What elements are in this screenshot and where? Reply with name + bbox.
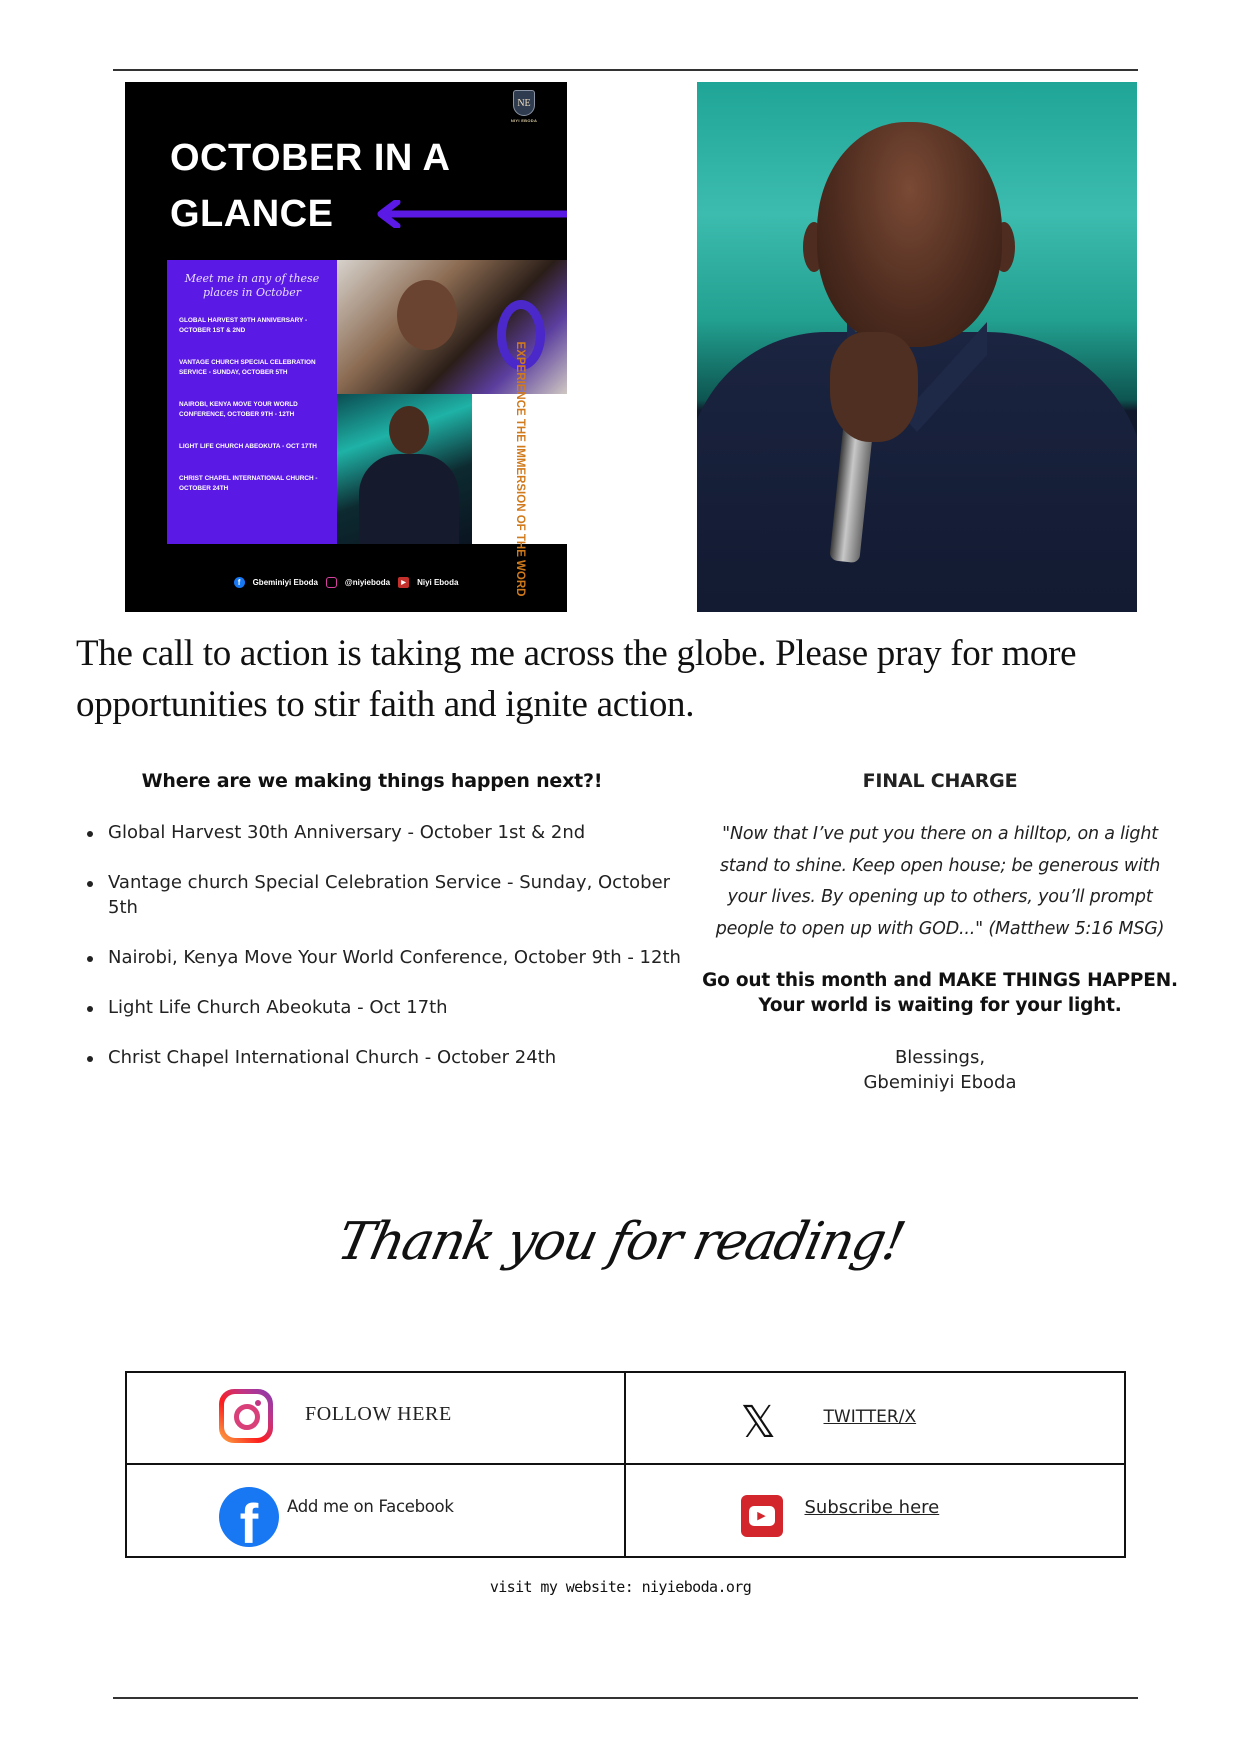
list-item: Christ Chapel International Church - October 24th	[82, 1045, 682, 1070]
list-item: Global Harvest 30th Anniversary - October 1st & 2nd	[82, 820, 682, 845]
praying-speaker-photo	[697, 82, 1137, 612]
final-charge-section	[700, 770, 1180, 1095]
website-link[interactable]: visit my website: niyieboda.org	[489, 1578, 752, 1596]
worshipper-face	[397, 280, 457, 350]
bottom-divider	[113, 1697, 1138, 1699]
headline-line-1: OCTOBER IN A	[170, 137, 451, 179]
poster-events-list	[179, 316, 337, 494]
social-links-table	[125, 1371, 1126, 1558]
x-logo-icon[interactable]: 𝕏	[740, 1397, 776, 1448]
youtube-cell[interactable]	[626, 1465, 1125, 1557]
list-item: Nairobi, Kenya Move Your World Conference, October 9th - 12th	[82, 945, 682, 970]
youtube-subscribe-link[interactable]: Subscribe here	[804, 1496, 940, 1518]
worship-photo	[337, 260, 567, 394]
top-divider	[113, 69, 1138, 71]
events-panel	[167, 260, 337, 544]
signoff-name: Gbeminiyi Eboda	[863, 1072, 1017, 1093]
signoff	[700, 1045, 1180, 1095]
upcoming-events-heading: Where are we making things happen next?!	[141, 770, 603, 792]
facebook-link[interactable]: Add me on Facebook	[287, 1496, 454, 1516]
logo-wordmark: NIYI EBODA	[510, 118, 538, 123]
head	[817, 122, 1002, 347]
intro-paragraph: The call to action is taking me across the globe. Please pray for more opportunities to stir faith and ignite action.	[76, 633, 1077, 725]
instagram-follow-link[interactable]: FOLLOW HERE	[305, 1403, 452, 1425]
script-tagline: Meet me in any of these places in October	[184, 272, 320, 299]
list-item: Light Life Church Abeokuta - Oct 17th	[82, 995, 682, 1020]
hand	[830, 332, 918, 442]
shield-icon: NE	[513, 90, 535, 116]
poster-instagram-handle: @niyieboda	[344, 578, 391, 587]
poster-youtube-handle: Niyi Eboda	[417, 578, 459, 587]
headline-line-2: GLANCE	[170, 193, 334, 235]
poster-socials	[125, 577, 567, 588]
final-charge-heading: FINAL CHARGE	[862, 770, 1018, 792]
thank-you-script: Thank you for reading!	[332, 1212, 909, 1272]
charge-statement: Go out this month and MAKE THINGS HAPPEN. Your world is waiting for your light.	[702, 970, 1178, 1016]
speaker-head	[389, 406, 429, 454]
instagram-icon[interactable]	[219, 1389, 273, 1443]
experience-panel	[472, 341, 567, 597]
play-icon: ▶	[749, 1506, 775, 1526]
youtube-icon[interactable]	[741, 1495, 783, 1537]
niyi-eboda-logo	[508, 90, 540, 130]
upcoming-events-list	[82, 820, 682, 1070]
facebook-cell[interactable]	[127, 1465, 626, 1557]
poster-event: CHRIST CHAPEL INTERNATIONAL CHURCH - OCTOBER 24TH	[179, 475, 318, 492]
upcoming-events-section	[82, 770, 682, 1095]
list-item: Vantage church Special Celebration Service - Sunday, October 5th	[82, 870, 682, 920]
signoff-greeting: Blessings,	[894, 1047, 986, 1068]
youtube-icon: ▶	[398, 577, 409, 588]
poster-event: GLOBAL HARVEST 30TH ANNIVERSARY - OCTOBER 1ST & 2ND	[179, 317, 308, 334]
poster-facebook-handle: Gbeminiyi Eboda	[252, 578, 318, 587]
arrow-left-icon	[373, 200, 567, 228]
instagram-cell[interactable]	[127, 1373, 626, 1465]
scripture-quote: "Now that I’ve put you there on a hilltop, on a light stand to shine. Keep open house; be generous with your lives. By opening up to others, you’ll prompt people to open up with GOD..." (Matthew 5:16 MSG)	[715, 824, 1165, 939]
poster-event: LIGHT LIFE CHURCH ABEOKUTA - OCT 17TH	[179, 443, 317, 450]
poster-event: NAIROBI, KENYA MOVE YOUR WORLD CONFERENCE, OCTOBER 9TH - 12TH	[179, 401, 298, 418]
speaker-body	[359, 454, 459, 544]
speaker-photo	[337, 394, 472, 544]
poster-event: VANTAGE CHURCH SPECIAL CELEBRATION SERVICE - SUNDAY, OCTOBER 5TH	[179, 359, 316, 376]
facebook-icon[interactable]: f	[219, 1487, 279, 1547]
twitter-cell[interactable]	[626, 1373, 1125, 1465]
instagram-icon	[326, 577, 337, 588]
twitter-link[interactable]: TWITTER/X	[823, 1407, 917, 1427]
experience-text: EXPERIENCE THE IMMERSION OF THE WORD	[513, 341, 526, 597]
facebook-icon: f	[234, 577, 245, 588]
october-poster-image	[125, 82, 567, 612]
